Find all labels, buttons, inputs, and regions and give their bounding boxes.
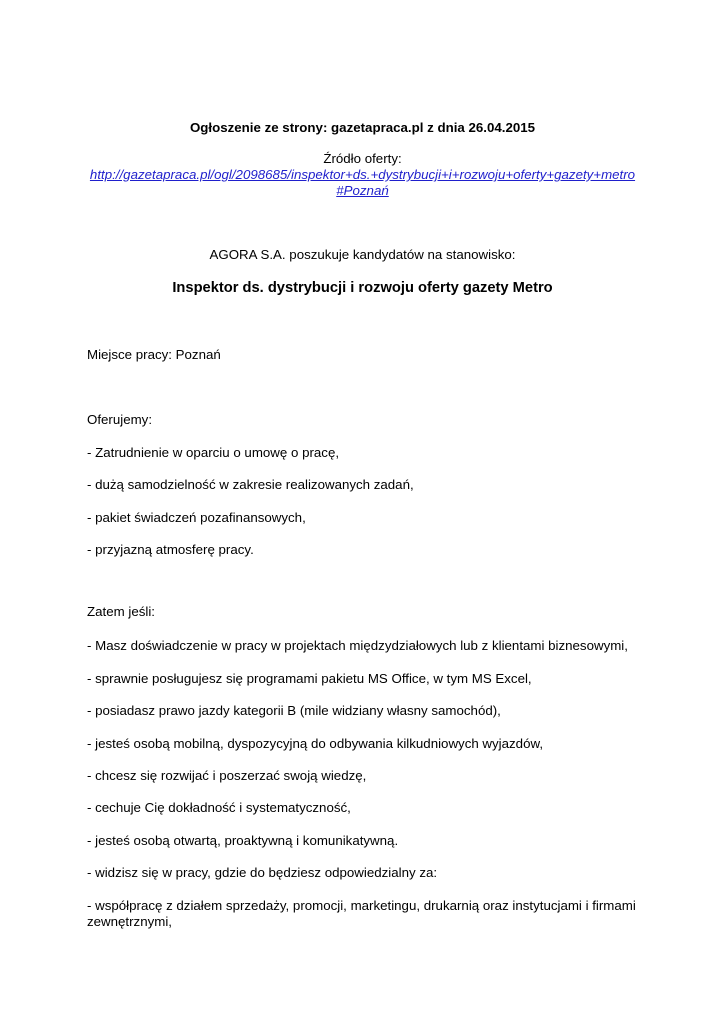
announcement-line: Ogłoszenie ze strony: gazetapraca.pl z dnia 26.04.2015 (189, 120, 536, 135)
requirement-item: - sprawnie posługujesz się programami pakietu MS Office, w tym MS Excel, (87, 671, 532, 686)
offer-item: - dużą samodzielność w zakresie realizowanych zadań, (87, 477, 414, 492)
requirement-item: - jesteś osobą mobilną, dyspozycyjną do odbywania kilkudniowych wyjazdów, (87, 736, 544, 751)
requirements-heading: Zatem jeśli: (87, 604, 155, 619)
source-link-continued[interactable] (0, 183, 725, 199)
requirement-item: - jesteś osobą otwartą, proaktywną i komunikatywną. (87, 833, 399, 848)
job-title: Inspektor ds. dystrybucji i rozwoju oferty gazety Metro (172, 280, 553, 296)
intro-text: AGORA S.A. poszukuje kandydatów na stanowisko: (209, 247, 516, 262)
requirement-item: - widzisz się w pracy, gdzie do będziesz odpowiedzialny za: (87, 865, 438, 880)
source-url-line1[interactable]: http://gazetapraca.pl/ogl/2098685/inspektor+ds.+dystrybucji+i+rozwoju+oferty+gazety+metro (89, 167, 636, 182)
offer-item: - Zatrudnienie w oparciu o umowę o pracę, (87, 445, 340, 460)
source-link[interactable] (0, 167, 725, 183)
offer-item: - pakiet świadczeń pozafinansowych, (87, 510, 306, 525)
requirement-item: - współpracę z działem sprzedaży, promocji, marketingu, drukarnią oraz instytucjami i firmami zewnętrznymi, (87, 898, 636, 929)
requirement-item: - Masz doświadczenie w pracy w projektach międzydziałowych lub z klientami biznesowymi, (87, 638, 628, 653)
requirement-item: - chcesz się rozwijać i poszerzać swoją wiedzę, (87, 768, 367, 783)
source-label: Źródło oferty: (323, 151, 402, 166)
requirement-item: - cechuje Cię dokładność i systematyczność, (87, 800, 351, 815)
offer-heading: Oferujemy: (87, 412, 153, 427)
source-url-line2[interactable]: #Poznań (336, 183, 389, 198)
offer-item: - przyjazną atmosferę pracy. (87, 542, 254, 557)
requirement-item: - posiadasz prawo jazdy kategorii B (mile widziany własny samochód), (87, 703, 501, 718)
location-text: Miejsce pracy: Poznań (87, 347, 221, 362)
